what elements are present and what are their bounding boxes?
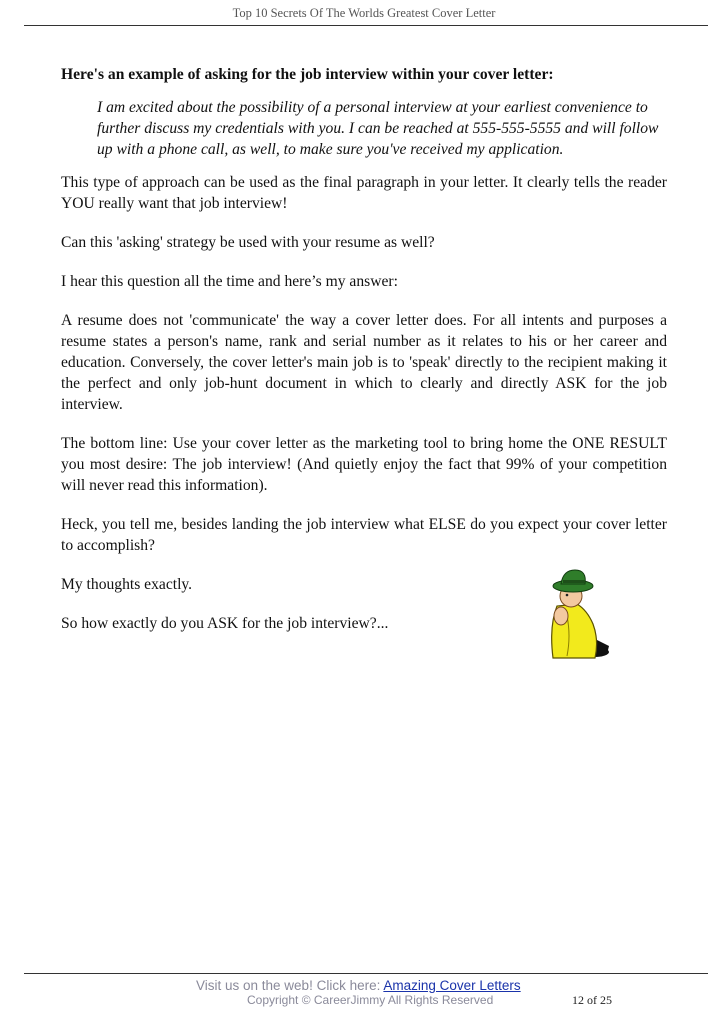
paragraph-answer-intro: I hear this question all the time and here’s my answer: xyxy=(61,273,398,290)
amazing-cover-letters-link[interactable]: Amazing Cover Letters xyxy=(383,978,521,993)
paragraph-question: Can this 'asking' strategy be used with your resume as well? xyxy=(61,234,435,251)
footer-copyright: Copyright © CareerJimmy All Rights Reserved xyxy=(247,993,494,1007)
hands-shape xyxy=(554,607,568,625)
example-quote: I am excited about the possibility of a personal interview at your earliest convenience to further discuss my credentials with you. I can be reached at 555-555-5555 and will follow up with a phone call, as well, to make sure you've received my application. xyxy=(97,99,659,158)
paragraph-resume-vs-letter: A resume does not 'communicate' the way a cover letter does. For all intents and purposes a resume states a person's name, rank and serial number as it relates to his or her career and education. Conversely, the cover letter's main job is to 'speak' directly to the recipient making it the perfect and only job-hunt document in which to clearly and directly ASK for the job interview. xyxy=(61,312,667,413)
header-divider xyxy=(24,25,708,26)
paragraph-how-to-ask: So how exactly do you ASK for the job interview?... xyxy=(61,615,389,632)
praying-man-clipart-icon xyxy=(537,566,617,662)
footer-divider xyxy=(24,973,708,974)
document-header-title: Top 10 Secrets Of The Worlds Greatest Cover Letter xyxy=(232,6,496,20)
footer-visit-line xyxy=(196,978,521,993)
page-number: 12 of 25 xyxy=(572,993,612,1007)
paragraph-approach: This type of approach can be used as the final paragraph in your letter. It clearly tells the reader YOU really want that job interview! xyxy=(61,174,667,212)
hat-band-shape xyxy=(563,580,585,583)
footer-visit-text: Visit us on the web! Click here: xyxy=(196,978,384,993)
paragraph-bottom-line: The bottom line: Use your cover letter as the marketing tool to bring home the ONE RESULT you most desire: The job interview! (And quietly enjoy the fact that 99% of your competition will never read this information). xyxy=(61,435,667,494)
section-heading: Here's an example of asking for the job interview within your cover letter: xyxy=(61,66,554,83)
page-content xyxy=(61,64,667,650)
paragraph-heck: Heck, you tell me, besides landing the job interview what ELSE do you expect your cover letter to accomplish? xyxy=(61,516,667,554)
eye-shape xyxy=(566,594,569,597)
paragraph-thoughts: My thoughts exactly. xyxy=(61,576,193,593)
